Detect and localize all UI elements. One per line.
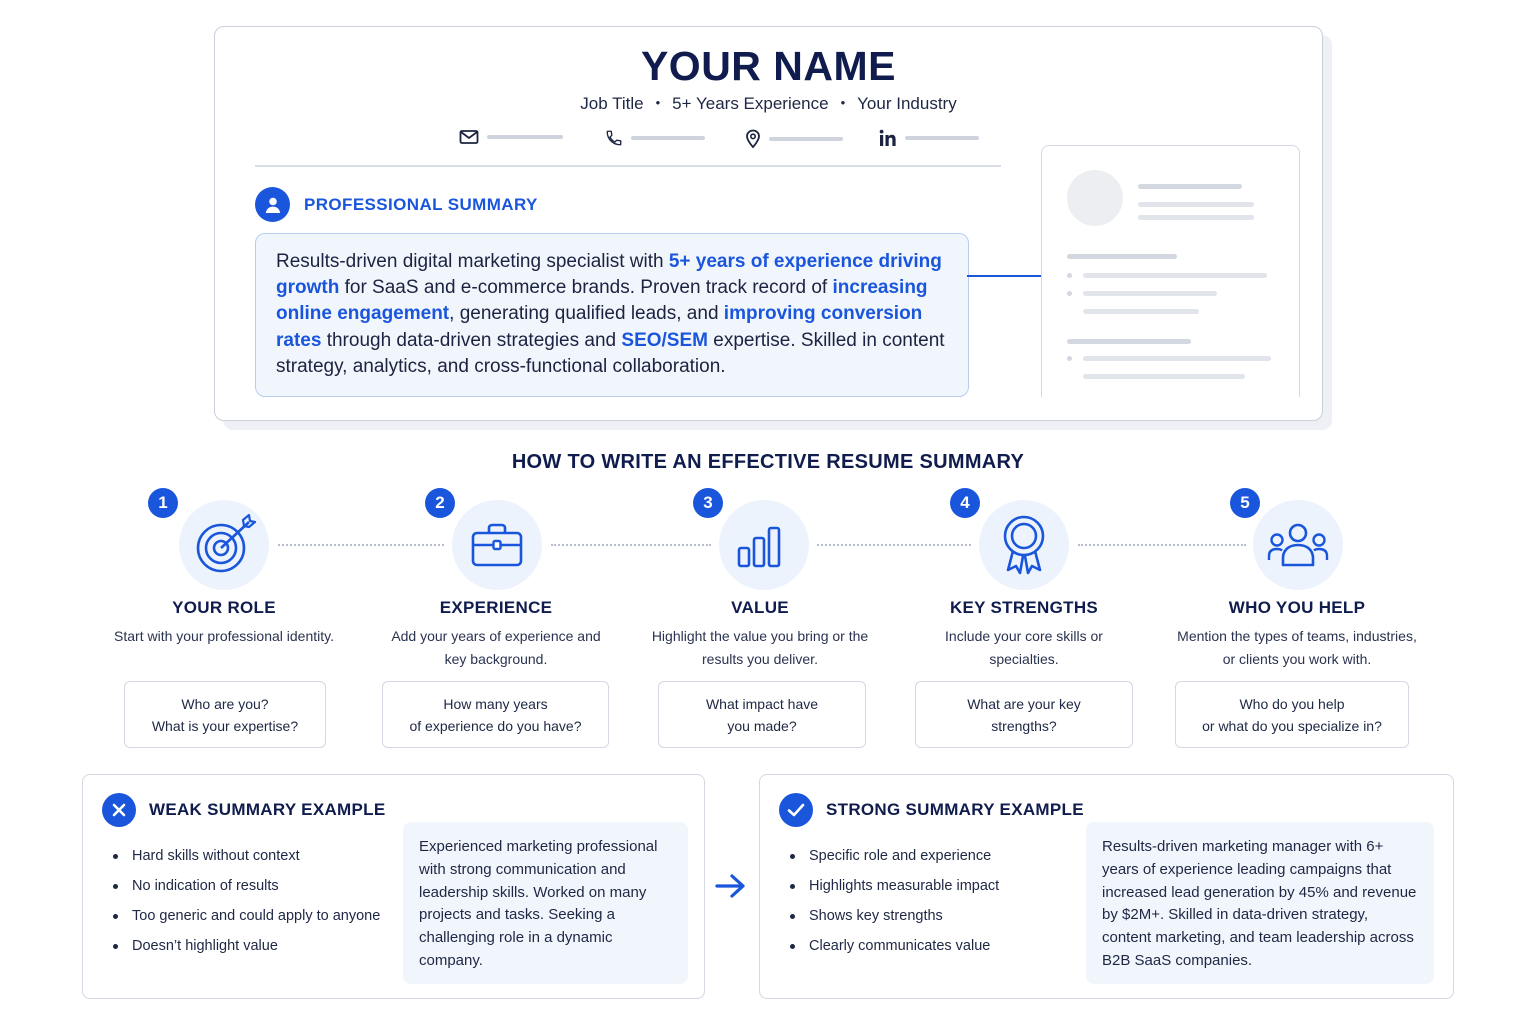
industry: Your Industry	[857, 94, 957, 113]
summary-heading: PROFESSIONAL SUMMARY	[304, 194, 538, 214]
award-ribbon-icon	[979, 500, 1069, 590]
years-experience: 5+ Years Experience	[672, 94, 829, 113]
weak-summary-header	[102, 793, 385, 827]
placeholder-bullet	[1067, 291, 1072, 296]
list-item: Specific role and experience	[790, 843, 999, 873]
step-number: 4	[950, 488, 980, 518]
step-title: VALUE	[731, 598, 789, 617]
step-question: Who do you help or what do you specialize in?	[1175, 681, 1409, 748]
step-description: Mention the types of teams, industries, or clients you work with.	[1177, 628, 1417, 667]
placeholder-line	[1083, 309, 1199, 314]
placeholder-line	[1138, 184, 1242, 189]
summary-text-part: for SaaS and e-commerce brands. Proven track record of	[339, 277, 833, 299]
step-number: 5	[1230, 488, 1260, 518]
weak-summary-bullets	[113, 843, 380, 963]
contact-location	[745, 129, 843, 149]
summary-text	[255, 233, 969, 397]
howto-title: HOW TO WRITE AN EFFECTIVE RESUME SUMMARY	[511, 451, 1025, 473]
step-number: 3	[693, 488, 723, 518]
step-number: 1	[148, 488, 178, 518]
separator-dot: •	[840, 95, 846, 110]
bar-chart-icon	[719, 500, 809, 590]
strong-summary-card	[759, 774, 1454, 999]
placeholder-line	[1138, 215, 1254, 220]
summary-text-part: Results-driven digital marketing specialist with	[276, 251, 669, 272]
separator-dot: •	[655, 95, 661, 110]
summary-text-part: expertise. Skilled in content strategy, analytics, and cross-functional collaboration.	[276, 329, 945, 377]
x-circle-icon	[102, 793, 136, 827]
resume-subtitle	[215, 94, 1322, 114]
strong-summary-header	[779, 793, 1084, 827]
step-description: Start with your professional identity.	[114, 628, 334, 644]
placeholder-bullet	[1067, 356, 1072, 361]
strong-summary-bullets	[790, 843, 999, 963]
linkedin-icon	[879, 129, 897, 147]
dotted-connector	[1078, 544, 1246, 546]
summary-highlight: increasing online engagement	[276, 277, 928, 325]
list-item: Shows key strengths	[790, 903, 999, 933]
summary-highlight: SEO/SEM	[621, 329, 708, 351]
summary-text-part: through data-driven strategies and	[321, 329, 622, 351]
weak-summary-card	[82, 774, 705, 999]
resume-card	[214, 26, 1323, 421]
step-number: 2	[425, 488, 455, 518]
list-item: No indication of results	[113, 873, 380, 903]
weak-summary-example: Experienced marketing professional with strong communication and leadership skills. Worked on many projects and tasks. Seeking a challenging role in a dynamic company.	[403, 822, 688, 984]
people-group-icon	[1253, 500, 1343, 590]
step-title: WHO YOU HELP	[1228, 598, 1366, 617]
job-title: Job Title	[580, 94, 644, 113]
list-item: Too generic and could apply to anyone	[113, 903, 380, 933]
connector-line	[967, 275, 1049, 277]
resume-name: YOUR NAME	[640, 43, 897, 89]
step-description: Add your years of experience and key background.	[391, 628, 601, 667]
contact-email	[459, 129, 563, 145]
location-icon	[745, 129, 761, 149]
placeholder-line	[1138, 202, 1254, 207]
placeholder-bullet	[1067, 273, 1072, 278]
target-icon	[179, 500, 269, 590]
contact-placeholder-line	[487, 135, 563, 139]
list-item: Hard skills without context	[113, 843, 380, 873]
email-icon	[459, 129, 479, 145]
placeholder-line	[1083, 356, 1271, 361]
step-title: YOUR ROLE	[172, 598, 276, 617]
mini-resume-thumbnail	[1041, 145, 1300, 397]
placeholder-line	[1083, 374, 1245, 379]
step-question: What impact have you made?	[658, 681, 866, 748]
phone-icon	[605, 129, 623, 147]
step-question: What are your key strengths?	[915, 681, 1133, 748]
user-icon	[255, 187, 290, 222]
check-circle-icon	[779, 793, 813, 827]
list-item: Doesn’t highlight value	[113, 933, 380, 963]
step-question: Who are you? What is your expertise?	[124, 681, 326, 748]
summary-header	[255, 187, 538, 222]
contact-placeholder-line	[769, 137, 843, 141]
placeholder-line	[1067, 254, 1177, 259]
contact-placeholder-line	[905, 136, 979, 140]
step-title: EXPERIENCE	[439, 598, 553, 617]
contact-phone	[605, 129, 705, 147]
step-description: Include your core skills or specialties.	[945, 628, 1103, 667]
step-description: Highlight the value you bring or the results you deliver.	[651, 628, 869, 667]
strong-summary-example: Results-driven marketing manager with 6+ years of experience leading campaigns that increased lead generation by 45% and revenue by $2M+. Skilled in data-driven strategy, content marketing, and team leadership across B2B SaaS companies.	[1086, 822, 1434, 984]
strong-summary-title: STRONG SUMMARY EXAMPLE	[826, 800, 1084, 819]
placeholder-line	[1083, 273, 1267, 278]
list-item: Clearly communicates value	[790, 933, 999, 963]
dotted-connector	[278, 544, 444, 546]
avatar-placeholder	[1067, 170, 1123, 226]
summary-highlight: improving conversion rates	[276, 303, 923, 351]
summary-highlight: 5+ years of experience driving growth	[276, 251, 942, 299]
step-question: How many years of experience do you have?	[382, 681, 609, 748]
contact-placeholder-line	[631, 136, 705, 140]
placeholder-line	[1083, 291, 1217, 296]
summary-text-part: , generating qualified leads, and	[449, 303, 724, 325]
contact-linkedin	[879, 129, 979, 147]
arrow-right-icon	[714, 872, 748, 900]
dotted-connector	[551, 544, 711, 546]
briefcase-icon	[452, 500, 542, 590]
list-item: Highlights measurable impact	[790, 873, 999, 903]
dotted-connector	[817, 544, 971, 546]
weak-summary-title: WEAK SUMMARY EXAMPLE	[149, 800, 386, 819]
step-title: KEY STRENGTHS	[949, 598, 1099, 617]
header-divider	[255, 165, 1001, 167]
placeholder-line	[1067, 339, 1191, 344]
